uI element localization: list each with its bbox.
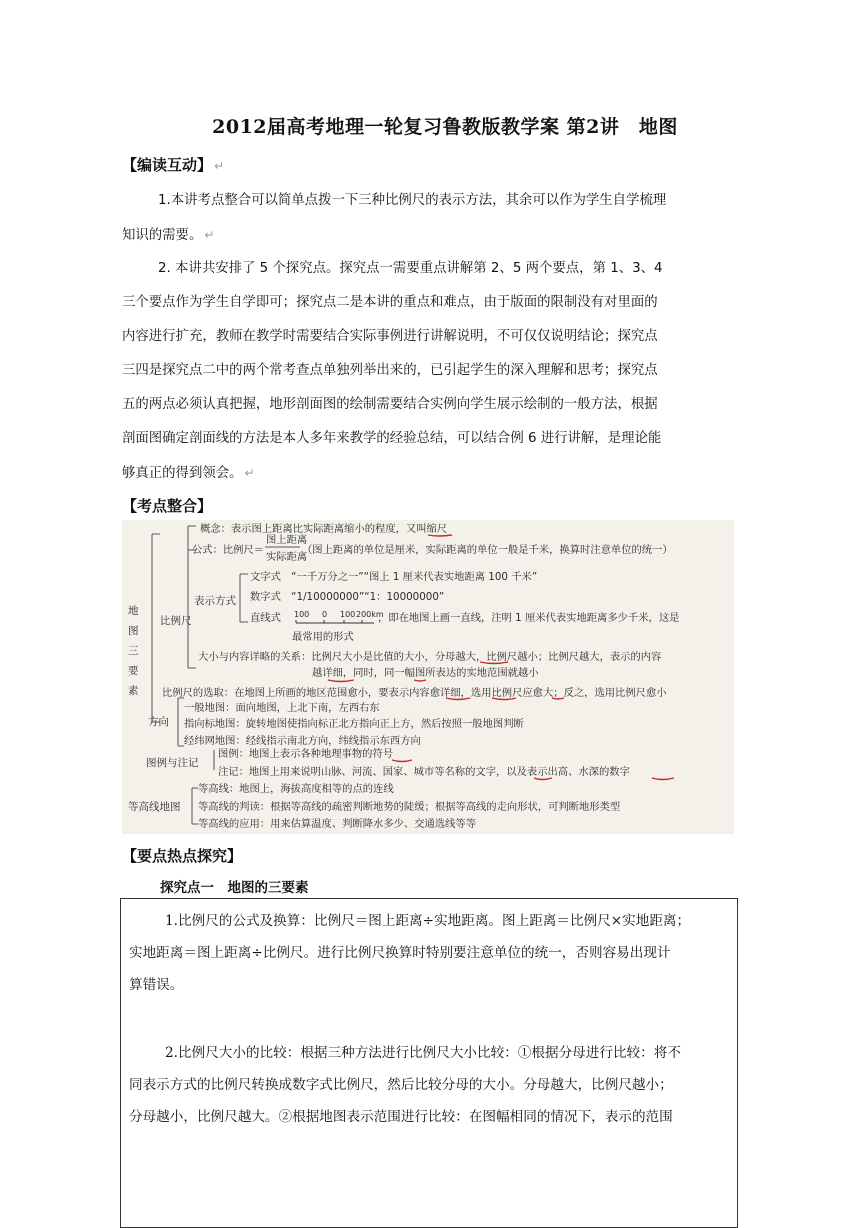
root-label-char: 图 [128, 625, 139, 637]
direction-1: 一般地图：面向地图，上北下南，左西右东 [184, 702, 380, 714]
contour-1: 等高线：地图上，海拔高度相等的点的连线 [198, 783, 394, 795]
line-form-desc: ，即在地图上画一直线，注明 1 厘米代表实地距离多少千米，这是 [378, 612, 680, 624]
contour-label: 等高线地图 [128, 801, 181, 813]
scale-bar-tick: 100 [294, 610, 310, 619]
number-form: 数字式 “1/10000000”“1：10000000” [250, 591, 445, 603]
scale-bar [294, 610, 384, 623]
relation-line-2: 越详细，同时，同一幅图所表达的实地范围就越小 [312, 667, 539, 679]
text-line: 实地距离＝图上距离÷比例尺。进行比例尺换算时特别要注意单位的统一，否则容易出现计 [129, 945, 671, 961]
scale-label: 比例尺 [160, 615, 192, 627]
scale-bar-tick: 100 [340, 610, 356, 619]
legend-label: 图例与注记 [146, 757, 199, 769]
explore-paragraph-1 [129, 905, 729, 1001]
text-line: 2. 本讲共安排了 5 个探究点。探究点一需要重点讲解第 2、5 两个要点，第 1、3、4 [158, 261, 663, 276]
text-line: 算错误。 [129, 977, 184, 993]
text-line: 2.比例尺大小的比较：根据三种方法进行比例尺大小比较：①根据分母进行比较：将不 [165, 1045, 681, 1061]
methods-label: 表示方式 [194, 595, 236, 607]
scale-bar-tick: 0 [322, 610, 328, 619]
text-line: 1.本讲考点整合可以简单点拨一下三种比例尺的表示方法，其余可以作为学生自学梳理 [158, 193, 667, 208]
text-line: 三个要点作为学生自学即可；探究点二是本讲的重点和难点，由于版面的限制没有对里面的 [122, 295, 658, 310]
paragraph-mark-icon: ↵ [244, 466, 255, 480]
formula-note: （图上距离的单位是厘米，实际距离的单位一般是千米，换算时注意单位的统一） [302, 544, 673, 556]
scale-bar-tick: 200km [356, 610, 384, 619]
direction-3: 经纬网地图：经线指示南北方向，纬线指示东西方向 [184, 735, 421, 747]
relation-line-1: 大小与内容详略的关系：比例尺大小是比值的大小，分母越大，比例尺越小；比例尺越大，表示的内容 [198, 651, 662, 663]
text-line: 知识的需要。 ↵ [122, 228, 215, 243]
text-line: 剖面图确定剖面线的方法是本人多年来教学的经验总结，可以结合例 6 进行讲解，是理论能 [122, 431, 662, 446]
line-form-label: 直线式 [250, 612, 281, 624]
paragraph-mark-icon: ↵ [204, 228, 215, 242]
section-heading-text: 【编读互动】 [122, 156, 213, 174]
text-line: 五的两点必须认真把握，地形剖面图的绘制需要结合实例向学生展示绘制的一般方法，根据 [122, 397, 658, 412]
section-heading-key-points: 【考点整合】 [122, 497, 213, 515]
knowledge-diagram [122, 520, 734, 834]
knowledge-diagram-svg [122, 520, 734, 834]
text-line: 三四是探究点二中的两个常考查点单独列举出来的，已引起学生的深入理解和思考；探究点 [122, 363, 658, 378]
text-line: 分母越小，比例尺越大。②根据地图表示范围进行比较：在图幅相同的情况下，表示的范围 [129, 1109, 673, 1125]
explore-box [120, 898, 738, 1228]
contour-2: 等高线的判读：根据等高线的疏密判断地势的陡缓；根据等高线的走向形状，可判断地形类型 [198, 801, 621, 813]
selection-line: 比例尺的选取：在地图上所画的地区范围愈小，要表示内容愈详细，选用比例尺应愈大；反之，选用比例尺愈小 [162, 687, 667, 699]
direction-label: 方向 [148, 716, 169, 728]
root-label-char: 素 [128, 685, 139, 697]
formula-denominator: 实际距离 [266, 551, 308, 563]
text-line: 够真正的得到领会。 ↵ [122, 466, 255, 481]
root-label-char: 要 [128, 665, 139, 677]
text-form: 文字式 “一千万分之一”“图上 1 厘米代表实地距离 100 千米” [250, 571, 538, 583]
legend-2: 注记：地图上用来说明山脉、河流、国家、城市等名称的文字，以及表示出高、水深的数字 [218, 766, 630, 778]
scale-concept: 概念：表示图上距离比实际距离缩小的程度，又叫缩尺 [200, 523, 448, 535]
page-title: 2012届高考地理一轮复习鲁教版教学案 第2讲 地图 [212, 116, 678, 138]
explore-paragraph-2 [129, 1037, 729, 1133]
contour-3: 等高线的应用：用来估算温度、判断降水多少、交通选线等等 [198, 818, 477, 830]
text-line: 1.比例尺的公式及换算：比例尺＝图上距离÷实地距离。图上距离＝比例尺×实地距离； [165, 913, 691, 929]
section-heading-interaction [122, 154, 224, 175]
formula-numerator: 图上距离 [266, 534, 308, 546]
text-line: 同表示方式的比例尺转换成数字式比例尺，然后比较分母的大小。分母越大，比例尺越小； [129, 1077, 673, 1093]
intro-paragraph-2 [122, 252, 738, 491]
section-heading-explore: 【要点热点探究】 [122, 847, 243, 865]
root-label-char: 三 [128, 645, 139, 657]
intro-paragraph-1 [122, 184, 738, 253]
text-line: 内容进行扩充，教师在教学时需要结合实际事例进行讲解说明，不可仅仅说明结论；探究点 [122, 329, 658, 344]
formula-prefix: 公式：比例尺＝ [192, 544, 265, 556]
explore-subheading: 探究点一 地图的三要素 [160, 880, 309, 896]
line-form-desc-2: 最常用的形式 [292, 631, 354, 643]
paragraph-mark-icon: ↵ [214, 159, 225, 173]
direction-2: 指向标地图：旋转地图使指向标正北方指向正上方，然后按照一般地图判断 [184, 718, 524, 730]
root-label-char: 地 [128, 605, 139, 617]
legend-1: 图例：地图上表示各种地理事物的符号 [218, 748, 394, 760]
